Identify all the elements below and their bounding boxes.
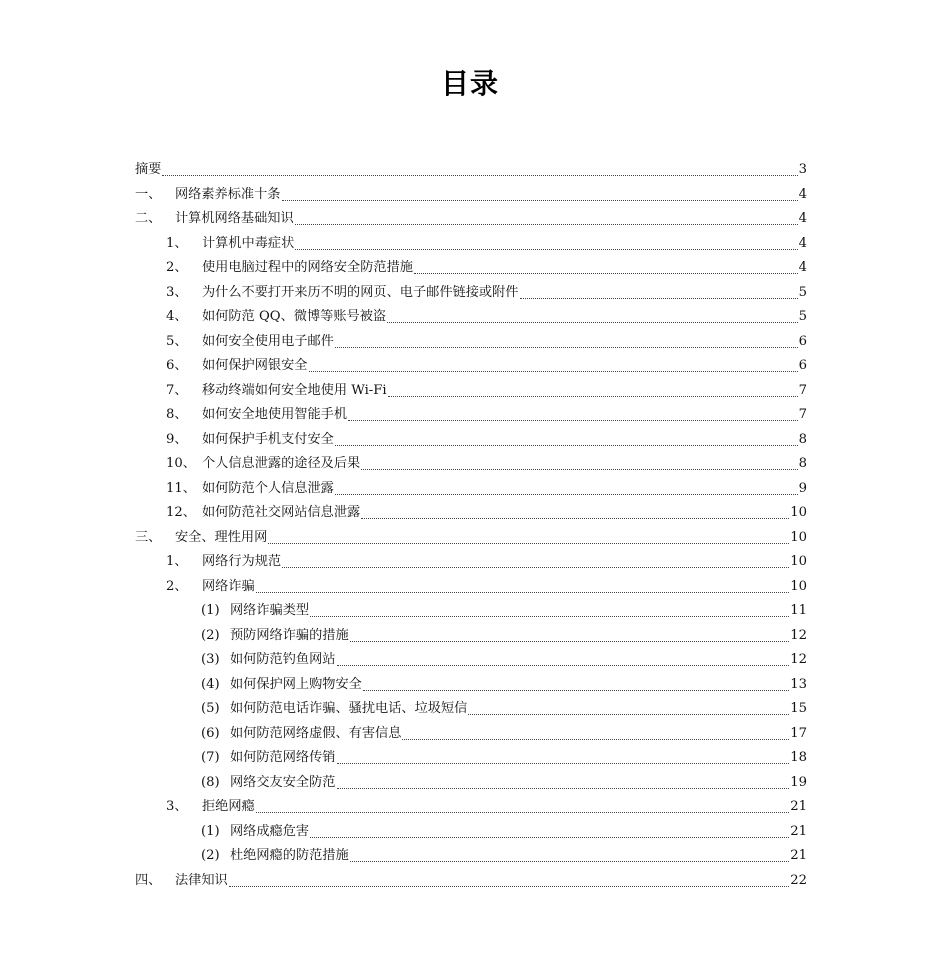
toc-entry-page-number: 5: [798, 309, 807, 324]
toc-dot-leader: [256, 811, 789, 813]
toc-dot-leader: [335, 493, 798, 495]
toc-entry-number: (3): [201, 652, 220, 667]
toc-entry[interactable]: [135, 452, 807, 477]
toc-dot-leader: [310, 615, 789, 617]
toc-entry[interactable]: [135, 844, 807, 869]
toc-entry-number: 三、: [135, 529, 162, 545]
toc-dot-leader: [350, 860, 790, 862]
toc-entry-title: 为什么不要打开来历不明的网页、电子邮件链接或附件: [202, 284, 519, 300]
toc-entry-number: 6、: [166, 358, 188, 373]
toc-entry-number: (2): [201, 627, 220, 643]
toc-entry-number: 3、: [166, 799, 188, 814]
toc-dot-leader: [268, 542, 789, 544]
toc-entry-number: (8): [201, 774, 220, 790]
toc-entry-title: 如何防范个人信息泄露: [202, 480, 334, 496]
toc-dot-leader: [402, 738, 789, 740]
toc-entry-number: (1): [201, 603, 220, 618]
toc-entry-number: (6): [201, 725, 220, 741]
toc-dot-leader: [229, 885, 789, 887]
toc-dot-leader: [387, 321, 798, 323]
toc-dot-leader: [282, 566, 789, 568]
toc-entry-title: 如何防范网络传销: [230, 750, 336, 765]
toc-entry[interactable]: [135, 599, 807, 624]
page-title: 目录: [440, 67, 499, 100]
toc-entry-title: 个人信息泄露的途径及后果: [202, 456, 361, 471]
toc-entry[interactable]: [135, 305, 807, 330]
toc-entry-title: 如何安全使用电子邮件: [202, 333, 334, 349]
toc-entry[interactable]: [135, 256, 807, 281]
toc-entry-title: 网络诈骗: [202, 578, 255, 594]
toc-entry-title: 网络诈骗类型: [230, 603, 310, 618]
toc-entry[interactable]: [135, 501, 807, 526]
toc-entry[interactable]: [135, 477, 807, 502]
toc-entry[interactable]: [135, 575, 807, 600]
toc-entry-page-number: 10: [790, 505, 807, 520]
toc-entry-title: 预防网络诈骗的措施: [230, 627, 349, 643]
toc-entry-title: 拒绝网瘾: [202, 799, 255, 814]
toc-entry[interactable]: [135, 330, 807, 355]
toc-entry[interactable]: [135, 232, 807, 257]
toc-entry[interactable]: [135, 624, 807, 649]
toc-dot-leader: [361, 517, 789, 519]
toc-entry-page-number: 22: [790, 872, 807, 888]
toc-entry-number: 二、: [135, 211, 162, 226]
toc-entry[interactable]: [135, 207, 807, 232]
toc-entry-number: 7、: [166, 382, 188, 398]
toc-entry-title: 如何防范网络虚假、有害信息: [230, 725, 402, 741]
toc-dot-leader: [468, 713, 789, 715]
toc-entry-number: (7): [201, 750, 220, 765]
toc-entry-title: 计算机网络基础知识: [175, 211, 294, 226]
toc-entry-number: 3、: [166, 284, 188, 300]
toc-entry-number: 四、: [135, 872, 162, 888]
toc-entry[interactable]: [135, 722, 807, 747]
toc-dot-leader: [282, 199, 798, 201]
toc-entry-title: 如何防范电话诈骗、骚扰电话、垃圾短信: [230, 701, 468, 716]
toc-entry-number: 一、: [135, 186, 162, 202]
toc-entry-title: 摘要: [135, 162, 162, 177]
toc-entry-title: 如何保护网上购物安全: [230, 676, 362, 692]
toc-entry-page-number: 9: [798, 480, 807, 496]
toc-entry[interactable]: [135, 183, 807, 208]
toc-entry-title: 如何防范 QQ、微博等账号被盗: [202, 309, 387, 324]
toc-entry-page-number: 15: [790, 701, 807, 716]
toc-entry-title: 计算机中毒症状: [202, 235, 295, 251]
toc-entry-page-number: 21: [790, 848, 807, 863]
toc-entry-title: 如何安全地使用智能手机: [202, 407, 348, 422]
toc-entry[interactable]: [135, 795, 807, 820]
toc-entry-number: (4): [201, 676, 220, 692]
toc-entry-title: 如何防范钓鱼网站: [230, 652, 336, 667]
toc-entry[interactable]: [135, 648, 807, 673]
toc-entry-page-number: 13: [790, 676, 807, 692]
toc-entry[interactable]: [135, 281, 807, 306]
toc-entry-number: 11、: [166, 480, 196, 496]
toc-entry[interactable]: [135, 526, 807, 551]
toc-entry-title: 杜绝网瘾的防范措施: [230, 848, 349, 863]
toc-entry-number: 5、: [166, 333, 188, 349]
toc-entry-page-number: 7: [798, 407, 807, 422]
toc-entry-page-number: 4: [798, 186, 807, 202]
toc-entry-page-number: 6: [798, 358, 807, 373]
toc-entry-page-number: 19: [790, 774, 807, 790]
toc-entry-page-number: 4: [798, 235, 807, 251]
toc-entry-number: (5): [201, 701, 220, 716]
table-of-contents: [135, 158, 807, 893]
toc-entry-number: (1): [201, 823, 220, 839]
toc-dot-leader: [361, 468, 797, 470]
toc-dot-leader: [335, 444, 798, 446]
toc-entry-number: 2、: [166, 578, 188, 594]
toc-dot-leader: [350, 640, 790, 642]
toc-dot-leader: [295, 223, 798, 225]
toc-entry-number: 9、: [166, 431, 188, 447]
toc-dot-leader: [388, 395, 798, 397]
toc-dot-leader: [348, 419, 798, 421]
toc-entry-title: 使用电脑过程中的网络安全防范措施: [202, 260, 413, 275]
toc-dot-leader: [337, 664, 790, 666]
toc-entry[interactable]: [135, 379, 807, 404]
toc-entry-page-number: 12: [790, 652, 807, 667]
toc-entry[interactable]: [135, 428, 807, 453]
toc-entry-page-number: 7: [798, 382, 807, 398]
toc-entry[interactable]: [135, 697, 807, 722]
toc-entry-page-number: 11: [790, 603, 807, 618]
toc-entry-page-number: 21: [790, 799, 807, 814]
toc-dot-leader: [520, 297, 798, 299]
toc-dot-leader: [335, 346, 798, 348]
toc-dot-leader: [256, 591, 789, 593]
toc-dot-leader: [162, 174, 797, 176]
toc-entry[interactable]: [135, 550, 807, 575]
toc-entry-title: 安全、理性用网: [175, 529, 268, 545]
toc-entry-number: 4、: [166, 309, 188, 324]
toc-entry-page-number: 10: [790, 554, 807, 569]
toc-entry[interactable]: [135, 746, 807, 771]
toc-dot-leader: [337, 787, 790, 789]
toc-entry-page-number: 4: [798, 260, 807, 275]
toc-entry[interactable]: [135, 403, 807, 428]
toc-entry-title: 网络行为规范: [202, 554, 282, 569]
toc-entry-number: 1、: [166, 554, 188, 569]
toc-entry-title: 移动终端如何安全地使用 Wi-Fi: [202, 382, 387, 398]
toc-entry[interactable]: [135, 771, 807, 796]
toc-entry[interactable]: [135, 820, 807, 845]
toc-entry[interactable]: [135, 158, 807, 183]
toc-entry-page-number: 6: [798, 333, 807, 349]
toc-entry-title: 如何保护手机支付安全: [202, 431, 334, 447]
toc-dot-leader: [310, 836, 789, 838]
toc-entry-title: 法律知识: [175, 872, 228, 888]
toc-entry-title: 网络交友安全防范: [230, 774, 336, 790]
toc-dot-leader: [363, 689, 789, 691]
toc-entry-page-number: 18: [790, 750, 807, 765]
toc-entry-title: 网络成瘾危害: [230, 823, 310, 839]
toc-entry-page-number: 4: [798, 211, 807, 226]
toc-entry-page-number: 12: [790, 627, 807, 643]
toc-entry-title: 网络素养标准十条: [175, 186, 281, 202]
toc-entry-page-number: 21: [790, 823, 807, 839]
toc-entry-number: 10、: [166, 456, 196, 471]
toc-entry-title: 如何保护网银安全: [202, 358, 308, 373]
toc-dot-leader: [414, 272, 798, 274]
toc-entry[interactable]: [135, 869, 807, 894]
toc-entry-page-number: 10: [790, 578, 807, 594]
toc-entry-title: 如何防范社交网站信息泄露: [202, 505, 361, 520]
toc-entry-page-number: 8: [798, 456, 807, 471]
toc-dot-leader: [309, 370, 798, 372]
toc-entry-number: (2): [201, 848, 220, 863]
toc-dot-leader: [337, 762, 790, 764]
toc-entry-number: 12、: [166, 505, 196, 520]
toc-entry-number: 1、: [166, 235, 188, 251]
toc-entry-page-number: 10: [790, 529, 807, 545]
toc-entry[interactable]: [135, 354, 807, 379]
toc-entry-number: 8、: [166, 407, 188, 422]
toc-entry-number: 2、: [166, 260, 188, 275]
toc-dot-leader: [295, 248, 797, 250]
toc-entry-page-number: 17: [790, 725, 807, 741]
toc-entry-page-number: 3: [798, 162, 807, 177]
toc-entry-page-number: 5: [798, 284, 807, 300]
toc-entry-page-number: 8: [798, 431, 807, 447]
toc-entry[interactable]: [135, 673, 807, 698]
